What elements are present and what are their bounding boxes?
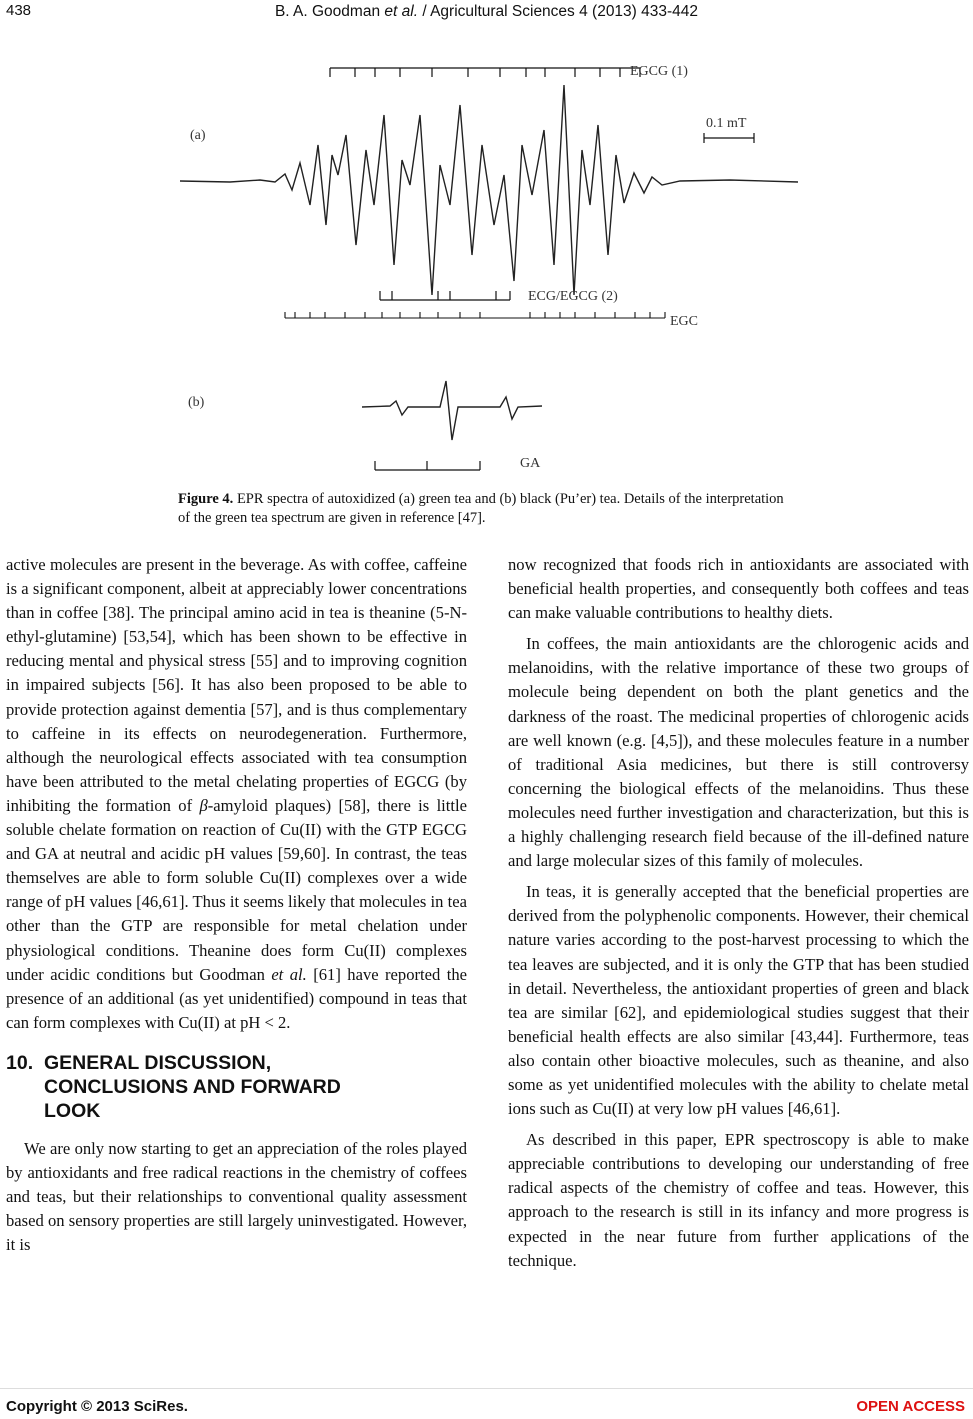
section-heading: [6, 1051, 467, 1123]
copyright: Copyright © 2013 SciRes.: [6, 1398, 188, 1415]
stick-diagram-ecg-egcg2: [380, 291, 510, 300]
text-run: -amyloid plaques) [58], there is little soluble chelate formation on reaction of Cu(II) with the GTP EGCG and GA at neutral and acidic pH values [59,60]. In contrast, the teas themselves are able to form soluble Cu(II) complexes over a wide range of pH values [46,61]. Thus it seems likely that molecules in tea other than the GTP are responsible for metal chelation under physiological conditions. Theanine does form Cu(II) complexes under acidic conditions but Goodman: [6, 795, 467, 984]
running-head-etal: et al.: [384, 3, 418, 20]
right-paragraph-3: In teas, it is generally accepted that the beneficial properties are derived from the polyphenolic components. However, their chemical nature varies according to the post-harvest processing to which the tea leaves are subjected, and it is only the GTP that has been studied in detail. Nevertheless, the antioxidant properties of green and black tea are similar [62], and epidemiological studies suggest that their beneficial health effects are also similar [43,44]. Furthermore, teas also contain other bioactive molecules, such as theanine, and also some as yet unidentified molecules with the ability to chelate metal ions such as Cu(II) at very low pH values [46,61].: [508, 882, 969, 1119]
text-run: [61] have reported the presence of an additional (as yet unidentified) compound in teas that can form complexes with Cu(II) at pH < 2.: [6, 964, 468, 1032]
running-head-authors: B. A. Goodman: [274, 3, 381, 20]
right-paragraph-4: As described in this paper, EPR spectroscopy is able to make appreciable contributions to developing our understanding of free radical aspects of the chemistry of coffee and teas. However, this approach to the research is still in its infancy and more progress is expected in the near future from further applications of the technique.: [508, 1130, 969, 1270]
heading-line-3: LOOK: [44, 1099, 101, 1122]
page-number: 438: [6, 2, 32, 19]
label-egcg1: EGCG (1): [630, 64, 688, 79]
caption-label: Figure 4.: [178, 491, 234, 507]
heading-line-1: GENERAL DISCUSSION,: [44, 1051, 272, 1074]
running-head: [0, 3, 973, 21]
section-number: 10.: [6, 1051, 34, 1074]
scale-bar: [704, 133, 754, 143]
figure-4: [170, 55, 810, 485]
label-ga: GA: [520, 456, 541, 471]
left-paragraph-1: [6, 553, 467, 1035]
right-paragraph-2: In coffees, the main antioxidants are the chlorogenic acids and melanoidins, with the relative importance of these two groups of molecule being dependent on both the plant genetics and the darkness of the roast. The medicinal properties of chlorogenic acids are well known (e.g. [4,5]), and these molecules feature in a number of traditional Asia medicines, but there is still controversy concerning the biological effects of the melanoidins. Thus these molecules need further investigation and characterization, but this is a highly challenging research field because of the ill-defined nature and large molecular sizes of this family of molecules.: [508, 634, 969, 871]
left-paragraph-2: We are only now starting to get an appreciation of the roles played by antioxidants and free radical reactions in the chemistry of coffees and teas, but their relationships to conventional quality assessment based on sensory properties are still largely uninvestigated. However, it is: [6, 1138, 467, 1255]
right-column: [508, 553, 969, 1273]
label-scale: 0.1 mT: [706, 116, 747, 131]
spectrum-b-trace: [362, 381, 542, 440]
left-column: [6, 553, 467, 1257]
heading-line-2: CONCLUSIONS AND FORWARD: [44, 1075, 341, 1098]
label-b: (b): [188, 395, 205, 410]
stick-diagram-egc: [285, 312, 665, 318]
right-paragraph-1: now recognized that foods rich in antioxidants are associated with beneficial health properties, and consequently both coffees and teas can make valuable contributions to healthy diets.: [508, 555, 969, 623]
etal: et al.: [271, 964, 307, 984]
stick-diagram-egcg1: [330, 68, 640, 77]
text-run: active molecules are present in the beverage. As with coffee, caffeine is a significant component, albeit at appreciably lower concentrations than in coffee [38]. The principal amino acid in tea is theanine (5-N-ethyl-glutamine) [53,54], which has been shown to be effective in reducing mental and physical stress [55] and to improving cognition in impaired subjects [56]. It has also been proposed to be able to provide protection against dementia [57], and is thus complementary to caffeine in its effects on neurodegeneration. Furthermore, although the neurological effects associated with tea consumption have been attributed to the metal chelating properties of EGCG (by inhibiting the formation of: [6, 555, 467, 815]
figure-caption: [178, 490, 798, 528]
label-egc: EGC: [670, 314, 698, 329]
footer-divider: [0, 1388, 973, 1389]
open-access-label: OPEN ACCESS: [856, 1398, 965, 1415]
caption-text: EPR spectra of autoxidized (a) green tea and (b) black (Pu’er) tea. Details of the interpretation of the green tea spectrum are given in reference [47].: [178, 491, 784, 526]
label-ecg-egcg2: ECG/EGCG (2): [528, 289, 618, 304]
beta-symbol: β: [199, 795, 208, 815]
running-head-journal: / Agricultural Sciences 4 (2013) 433-442: [422, 3, 699, 20]
stick-diagram-ga: [375, 461, 480, 470]
label-a: (a): [190, 128, 206, 143]
